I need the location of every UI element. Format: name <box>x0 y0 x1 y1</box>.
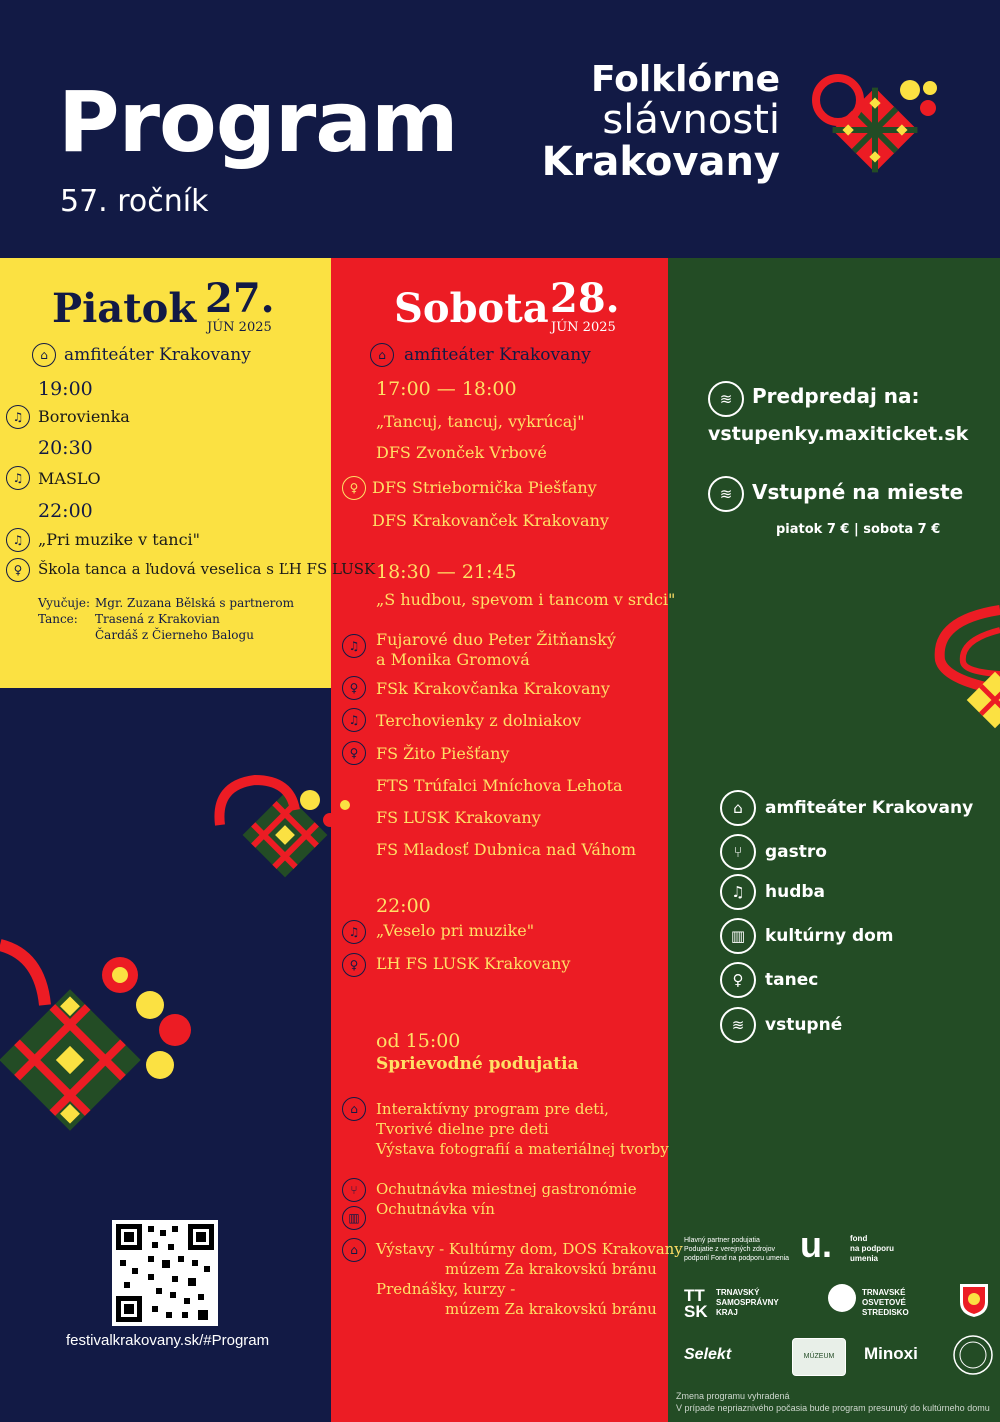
sat-block2-title: „S hudbou, spevom i tancom v srdci" <box>376 590 676 609</box>
legend-label: gastro <box>765 842 827 862</box>
dances-label: Tance: <box>38 612 78 626</box>
dance-2: Čardáš z Čierneho Balogu <box>95 628 254 642</box>
side-event: Prednášky, kurzy - <box>376 1280 516 1298</box>
sat-block2-time: 18:30 — 21:45 <box>376 561 517 583</box>
partner-note-line: Hlavný partner podujatia <box>684 1237 760 1244</box>
music-icon: ♫ <box>720 874 756 910</box>
tos-line: STREDISKO <box>862 1308 909 1317</box>
side-event: Tvorivé dielne pre deti <box>376 1120 549 1138</box>
friday-venue: amfiteáter Krakovany <box>64 345 251 365</box>
disclaimer <box>676 1390 990 1414</box>
disclaimer-line: V prípade nepriaznivého počasia bude program presunutý do kultúrneho domu <box>676 1403 990 1413</box>
partner-note-line: Podujatie z verejných zdrojov <box>684 1246 776 1253</box>
fpu-logo-text <box>850 1234 894 1264</box>
sat-block2-item: FS Žito Piešťany <box>376 744 510 763</box>
logo-line-1: Folklórne <box>590 59 780 100</box>
side-events-time: od 15:00 <box>376 1030 461 1052</box>
sat-block3-title: „Veselo pri muzike" <box>376 921 535 940</box>
dance-1: Trasená z Krakovian <box>95 612 220 626</box>
dance-icon: ♀ <box>342 953 366 977</box>
sat-block2-item: FTS Trúfalci Mníchova Lehota <box>376 776 623 795</box>
ttsk-logo-text <box>716 1288 779 1318</box>
side-event: Ochutnávka vín <box>376 1200 495 1218</box>
presale-url[interactable]: vstupenky.maxiticket.sk <box>708 423 969 445</box>
friday-event-3: „Pri muzike v tanci" <box>38 530 201 549</box>
folk-heart-ornament <box>0 935 205 1135</box>
side-event: Výstava fotografií a materiálnej tvorby <box>376 1140 669 1158</box>
cutlery-icon: ⑂ <box>720 834 756 870</box>
dance-icon: ♀ <box>342 476 366 500</box>
amphitheater-icon: ⌂ <box>32 343 56 367</box>
dance-icon: ♀ <box>720 962 756 998</box>
legend-label: vstupné <box>765 1015 843 1035</box>
friday-event-2: MASLO <box>38 469 101 488</box>
presale-label: Predpredaj na: <box>752 384 920 408</box>
logo-line-2: slávnosti <box>602 97 780 143</box>
sat-block1-item: DFS Krakovanček Krakovany <box>372 511 609 530</box>
folk-heart-ornament <box>210 765 360 900</box>
building-icon: ▥ <box>342 1206 366 1230</box>
friday-month: JÚN 2025 <box>207 320 272 335</box>
tos-logo-text <box>862 1288 909 1318</box>
logo-line-3: Krakovany <box>541 139 780 185</box>
music-icon: ♫ <box>6 466 30 490</box>
footer-url[interactable]: festivalkrakovany.sk/#Program <box>66 1332 270 1349</box>
minoxi-logo: Minoxi <box>864 1344 918 1363</box>
saturday-venue: amfiteáter Krakovany <box>404 345 591 365</box>
side-event: múzem Za krakovskú bránu <box>445 1260 657 1278</box>
side-events-title: Sprievodné podujatia <box>376 1054 579 1074</box>
partner-note-line: podporil Fond na podporu umenia <box>684 1255 790 1262</box>
friday-event-3-detail: Škola tanca a ľudová veselica s ĽH FS LUSK <box>38 560 376 578</box>
page-title: Program <box>58 73 458 171</box>
teacher-label: Vyučuje: <box>38 596 91 610</box>
friday-date: 27. <box>205 275 275 322</box>
saturday-day: Sobota <box>394 285 549 332</box>
coins-icon: ≋ <box>720 1007 756 1043</box>
ttsk-logo-mark: TT SK <box>684 1286 708 1321</box>
museum-logo: MÚZEUM <box>792 1338 846 1376</box>
friday-time-2: 20:30 <box>38 437 93 459</box>
music-icon: ♫ <box>342 634 366 658</box>
legend-label: tanec <box>765 970 819 990</box>
sat-block1-time: 17:00 — 18:00 <box>376 378 517 400</box>
tos-line: TRNAVSKÉ <box>862 1288 906 1297</box>
dance-icon: ♀ <box>6 558 30 582</box>
qr-code[interactable] <box>112 1220 218 1326</box>
music-icon: ♫ <box>6 405 30 429</box>
ttsk-line: TRNAVSKÝ <box>716 1288 760 1297</box>
sat-block2-item: FSk Krakovčanka Krakovany <box>376 679 610 698</box>
ttsk-line: KRAJ <box>716 1308 738 1317</box>
friday-time-1: 19:00 <box>38 378 93 400</box>
music-icon: ♫ <box>342 708 366 732</box>
friday-time-3: 22:00 <box>38 500 93 522</box>
ttsk-line: SAMOSPRÁVNY <box>716 1298 779 1307</box>
side-event: Interaktívny program pre deti, <box>376 1100 609 1118</box>
side-event: múzem Za krakovskú bránu <box>445 1300 657 1318</box>
teacher-name: Mgr. Zuzana Bělská s partnerom <box>95 596 294 610</box>
sat-block1-item: DFS Striebornička Piešťany <box>372 478 597 497</box>
amphitheater-icon: ⌂ <box>342 1238 366 1262</box>
music-icon: ♫ <box>342 920 366 944</box>
sat-block1-title: „Tancuj, tancuj, vykrúcaj" <box>376 412 585 431</box>
legend-label: amfiteáter Krakovany <box>765 798 974 818</box>
sat-block2-item: Fujarové duo Peter Žitňanský <box>376 630 616 649</box>
fpu-line: fond <box>850 1234 868 1243</box>
legend-label: kultúrny dom <box>765 926 894 946</box>
saturday-month: JÚN 2025 <box>551 320 616 335</box>
village-seal-icon <box>952 1334 994 1376</box>
partner-note <box>684 1236 789 1263</box>
dance-icon: ♀ <box>342 741 366 765</box>
sat-block2-item: FS Mladosť Dubnica nad Váhom <box>376 840 637 859</box>
coins-icon: ≋ <box>708 476 744 512</box>
music-icon: ♫ <box>6 528 30 552</box>
sat-block3-item: ĽH FS LUSK Krakovany <box>376 954 571 973</box>
sat-block2-item: a Monika Gromová <box>376 650 530 669</box>
folk-ornament <box>925 600 1000 730</box>
selekt-logo: Selekt <box>684 1346 732 1363</box>
onsite-label: Vstupné na mieste <box>752 480 964 504</box>
edition-label: 57. ročník <box>60 184 209 219</box>
sat-block1-item: DFS Zvonček Vrbové <box>376 443 547 462</box>
friday-day: Piatok <box>52 285 197 332</box>
fpu-line: umenia <box>850 1254 879 1263</box>
legend-label: hudba <box>765 882 826 902</box>
amphitheater-icon: ⌂ <box>370 343 394 367</box>
tos-line: OSVETOVÉ <box>862 1298 906 1307</box>
amphitheater-icon: ⌂ <box>720 790 756 826</box>
saturday-date: 28. <box>550 275 620 322</box>
side-event: Výstavy - Kultúrny dom, DOS Krakovany <box>376 1240 683 1258</box>
side-event: Ochutnávka miestnej gastronómie <box>376 1180 637 1198</box>
coins-icon: ≋ <box>708 381 744 417</box>
folk-heart-logo <box>800 60 950 185</box>
coat-of-arms-icon <box>958 1282 990 1318</box>
dance-icon: ♀ <box>342 676 366 700</box>
friday-event-1: Borovienka <box>38 407 130 426</box>
ticket-prices: piatok 7 € | sobota 7 € <box>776 522 941 537</box>
fpu-logo-mark: u. <box>800 1224 832 1265</box>
building-icon: ▥ <box>720 918 756 954</box>
fpu-line: na podporu <box>850 1244 894 1253</box>
disclaimer-line: Zmena programu vyhradená <box>676 1391 790 1401</box>
amphitheater-icon: ⌂ <box>342 1097 366 1121</box>
sat-block2-item: FS LUSK Krakovany <box>376 808 541 827</box>
sat-block3-time: 22:00 <box>376 895 431 917</box>
sat-block2-item: Terchovienky z dolniakov <box>376 711 582 730</box>
cutlery-icon: ⑂ <box>342 1178 366 1202</box>
tos-logo-icon <box>828 1284 856 1312</box>
